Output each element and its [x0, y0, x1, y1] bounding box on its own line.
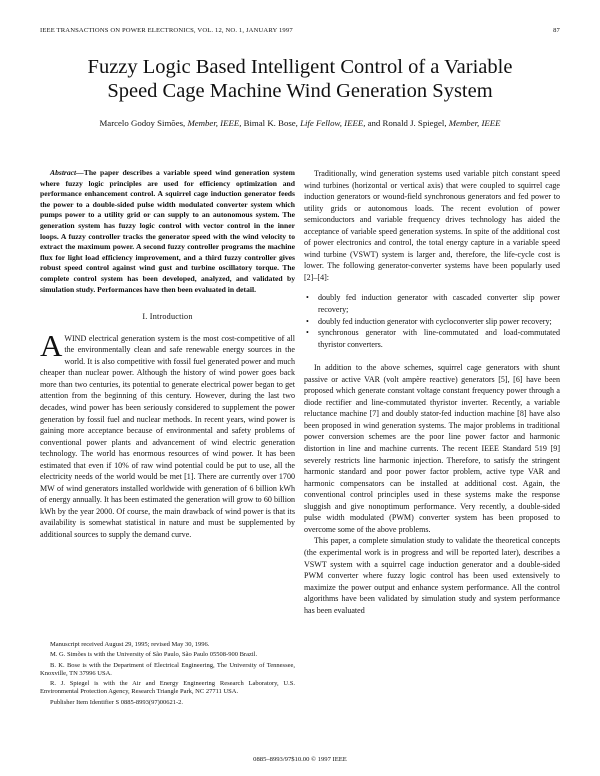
abstract-label: Abstract— [50, 168, 84, 177]
footnote-publisher-id: Publisher Item Identifier S 0885-8993(97)00621-2. [50, 698, 184, 706]
footnote-author-1: M. G. Simões is with the University of São Paulo, São Paulo 05508-900 Brazil. [50, 651, 258, 659]
right-paragraph-1: Traditionally, wind generation systems used variable pitch constant speed wind turbines (horizontal or vertical axis) that were coupled to squirrel cage induction generators or wound-field synchronous generators and fed power to utility grids or autonomous loads. The recent evolution of power semiconductors and variable frequency drives technology has aided the acceptance of variable speed generation systems. In spite of the additional cost of power electronics and control, the total energy capture in a variable speed wind turbine (VSWT) system is larger and, therefore, the life-cycle cost is lower. The following generator-converter systems have been popularly used [2]–[4]: [304, 169, 560, 282]
converter-list [304, 292, 560, 350]
author-1-role: Member, IEEE, [187, 118, 242, 128]
copyright-footer: 0885–8993/97$10.00 © 1997 IEEE [253, 756, 347, 763]
footnote-author-3: R. J. Spiegel is with the Air and Energy Engineering Research Laboratory, U.S. Environmental Protection Agency, Research Triangle Park, NC 27711 USA. [40, 680, 295, 696]
abstract [40, 168, 295, 295]
author-2-role: Life Fellow, IEEE, [300, 118, 366, 128]
title-line-1: Fuzzy Logic Based Intelligent Control of a Variable [87, 56, 513, 78]
list-item: • synchronous generator with line-commutated and load-commutated thyristor converters. [315, 327, 560, 350]
right-column [304, 168, 560, 616]
paper-title [20, 55, 580, 103]
section-heading-introduction: I. Introduction [142, 312, 193, 322]
journal-header: IEEE TRANSACTIONS ON POWER ELECTRONICS, VOL. 12, NO. 1, JANUARY 1997 [40, 27, 293, 34]
list-item: • doubly fed induction generator with cascaded converter slip power recovery; [315, 292, 560, 315]
author-3-name: and Ronald J. Spiegel, [367, 118, 447, 128]
author-line [20, 118, 580, 128]
intro-text: WIND electrical generation system is the most cost-competitive of all the environmentally clean and safe renewable energy sources in the world. It is also competitive with fossil fuel generated power and much cheaper than nuclear power. Although the history of wind power goes back more than two centuries, its potential to generate electrical power began to get attention from the beginning of this century. However, during the last two decades, wind power has been seriously considered to supplement the power generation by fossil fuel and nuclear methods. In recent years, wind power is gaining more acceptance because of environmental and safety problems of conventional power plants and advancement of wind electric generation technology. The world has enormous resources of wind power. It has been estimated that even if 10% of raw wind potential could be put to use, all the electricity needs of the world would be met [1]. There are currently over 1700 MW of wind generators installed worldwide with generation of 6 billion kWh of energy annually. It has been estimated the generation will grow to 60 billion kWh by the year 2000. Of course, the main drawback of wind power is that its availability is somewhat statistical in nature and must be supplemented by additional sources to supply the demand curve. [40, 333, 295, 539]
left-column [40, 168, 295, 541]
abstract-text: The paper describes a variable speed wind generation system where fuzzy logic principles are used for efficiency optimization and performance enhancement control. A squirrel cage induction generator feeds the power to a double-sided pulse width modulated converter system which pumps power to a utility grid or can supply to an autonomous system. The generation system has fuzzy logic control with vector control in the inner loops. A fuzzy controller tracks the generator speed with the wind velocity to extract the maximum power. A second fuzzy controller programs the machine flux for light load efficiency improvement, and a third fuzzy controller gives robust speed control against wind gust and turbine oscillatory torque. The complete control system has been developed, analyzed, and validated by simulation study. Performances have then been evaluated in detail. [40, 168, 295, 294]
author-1-name: Marcelo Godoy Simões, [99, 118, 186, 128]
right-paragraph-2: In addition to the above schemes, squirrel cage generators with shunt passive or active VAR (volt ampère reactive) generators [5], [6] have been proposed which generate constant voltage constant frequency power through a diode rectifier and line-commutated thyristor inverter. Recently, a variable reluctance machine [7] and doubly stator-fed induction machine [8] have also been proposed in wind generation systems. The major problems in traditional power conversion schemes are the poor line power factor and harmonic distortion in line and machine currents. The recent IEEE Standard 519 [9] severely restricts line harmonic injection. Therefore, to satisfy the stringent harmonic standard and poor power factor problem, active type VAR and harmonic compensators can be installed at additional cost. Again, the conventional control principles used in these systems make the response sluggish and give nonoptimum performance. Very recently, a double-sided pulse width modulated (PWM) converter system has been proposed to overcome some of the above problems. [304, 363, 560, 534]
intro-paragraph [40, 327, 295, 541]
list-item: • doubly fed induction generator with cycloconverter slip power recovery; [315, 316, 560, 328]
author-2-name: Bimal K. Bose, [243, 118, 298, 128]
page-number: 87 [553, 27, 560, 34]
drop-cap: A [40, 327, 63, 363]
title-line-2: Speed Cage Machine Wind Generation System [107, 80, 493, 102]
footnote-author-2: B. K. Bose is with the Department of Electrical Engineering, The University of Tennessee, Knoxville, TN 37996 USA. [40, 661, 295, 677]
running-header [40, 27, 560, 39]
author-3-role: Member, IEEE [448, 118, 501, 128]
footnote-received: Manuscript received August 29, 1995; revised May 30, 1996. [50, 641, 210, 648]
right-paragraph-3: This paper, a complete simulation study to validate the theoretical concepts (the experimental work is in progress and will be reported later), describes a VSWT system with a squirrel cage induction generator and a double-sided PWM converter where fuzzy logic control has been used extensively to maximize the power output and enhance system performance. All the control algorithms have been validated by simulation study and system performance has been evaluated [304, 536, 560, 615]
footnotes [40, 641, 295, 709]
